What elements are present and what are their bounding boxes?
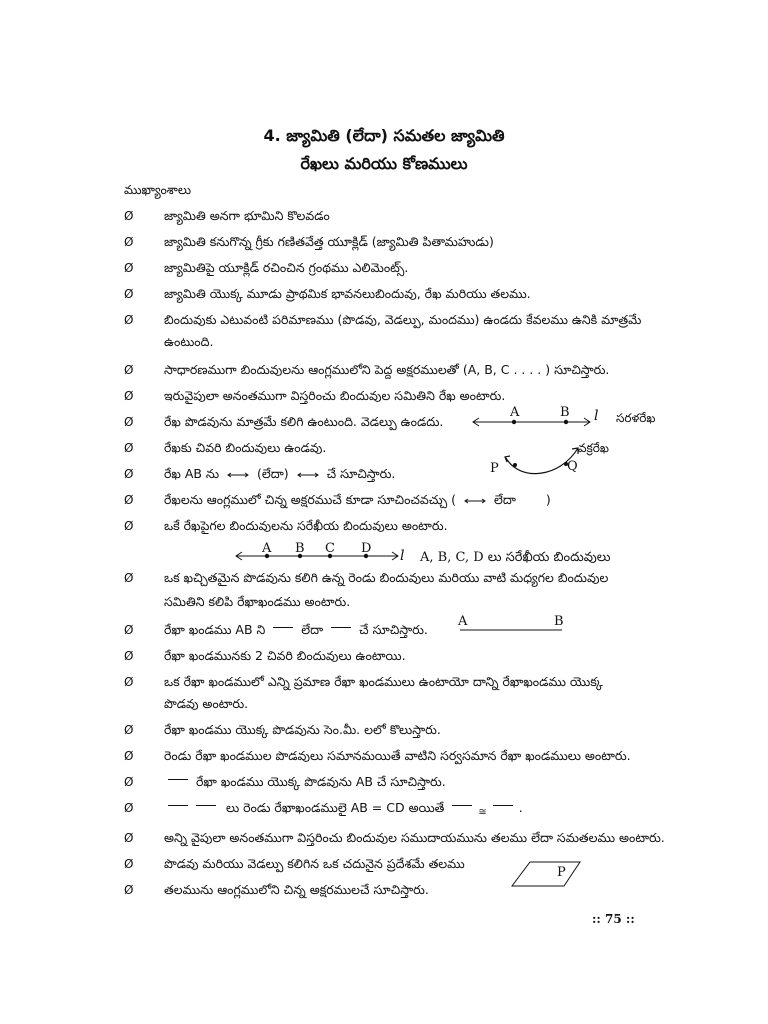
bullet-icon: Ø xyxy=(124,287,134,301)
list-item: Ø ఒక ఖచ్చితమైన పొడవును కలిగి ఉన్న రెండు బిందువులు మరియు వాటి మధ్యగల బిందువుల xyxy=(124,568,608,588)
bullet-icon: Ø xyxy=(124,261,134,275)
list-item: Ø సాధారణముగా బిందువులను ఆంగ్లములోని పెద్ద అక్షరములతో (A, B, C . . . . ) సూచిస్తారు. xyxy=(124,360,609,380)
bullet-icon: Ø xyxy=(124,801,134,815)
segment-symbol-icon xyxy=(196,805,216,806)
segment-symbol-icon xyxy=(168,779,188,780)
bullet-icon: Ø xyxy=(124,441,134,455)
bullet-icon: Ø xyxy=(124,235,134,249)
bullet-icon: Ø xyxy=(124,363,134,377)
section-heading: ముఖ్యాంశాలు xyxy=(124,182,192,197)
bullet-icon: Ø xyxy=(124,389,134,403)
point-label-a: A xyxy=(458,614,468,629)
point-label-p: P xyxy=(490,461,499,476)
segment-symbol-icon xyxy=(168,805,188,806)
list-item: Ø బిందువుకు ఎటువంటి పరిమాణము (పొడవు, వెడల్పు, మందము) ఉండదు కేవలము ఉనికి మాత్రమే xyxy=(124,310,641,330)
list-item: Ø రేఖా ఖండము AB ని లేదా చే సూచిస్తారు. xyxy=(124,620,428,640)
list-item-continuation: ఉంటుంది. xyxy=(164,334,214,349)
list-item-continuation: పొడవు అంటారు. xyxy=(164,696,249,711)
point-label-c: C xyxy=(325,541,335,556)
point-label-b: B xyxy=(560,405,570,420)
bullet-icon: Ø xyxy=(124,467,134,481)
list-item: Ø ఒక రేఖా ఖండములో ఎన్ని ప్రమాణ రేఖా ఖండములు ఉంటాయో దాన్ని రేఖాఖండము యొక్క xyxy=(124,672,603,692)
line-symbol-icon xyxy=(227,465,249,485)
list-item: Ø రేఖకు చివరి బిందువులు ఉండవు. xyxy=(124,438,326,458)
bullet-icon: Ø xyxy=(124,749,134,763)
point-label-b: B xyxy=(295,541,305,556)
point-label-a: A xyxy=(510,405,520,420)
bullet-icon: Ø xyxy=(124,831,134,845)
bullet-icon: Ø xyxy=(124,209,134,223)
inline-text: ) xyxy=(545,492,551,507)
list-item: Ø ఇరువైపులా అనంతముగా విస్తరించు బిందువుల సమితిని రేఖ అంటారు. xyxy=(124,386,505,406)
bullet-icon: Ø xyxy=(124,571,134,585)
line-symbol-icon xyxy=(464,491,486,511)
collinear-caption: A, B, C, D లు సరేఖీయ బిందువులు xyxy=(420,550,611,565)
list-item-continuation: సమితిని కలిపి రేఖాఖండము అంటారు. xyxy=(164,594,351,609)
list-item: Ø ఒకే రేఖపైగల బిందువులను సరేఖీయ బిందువులు అంటారు. xyxy=(124,516,448,536)
point-label-a: A xyxy=(262,541,272,556)
bullet-icon: Ø xyxy=(124,415,134,429)
segment-symbol-icon xyxy=(331,627,351,628)
segment-symbol-icon xyxy=(273,627,293,628)
list-item: Ø పొడవు మరియు వెడల్పు కలిగిన ఒక చదునైన ప్రదేశమే తలము xyxy=(124,854,465,874)
list-item: Ø రేఖా ఖండము యొక్క పొడవును AB చే సూచిస్తారు. xyxy=(124,772,446,792)
straight-line-caption: సరళరేఖ xyxy=(616,411,656,425)
bullet-icon: Ø xyxy=(124,775,134,789)
inline-text: లేదా xyxy=(301,622,324,637)
bullet-icon: Ø xyxy=(124,649,134,663)
bullet-icon: Ø xyxy=(124,313,134,327)
inline-text: చే సూచిస్తారు. xyxy=(359,622,428,637)
line-label-l: l xyxy=(594,408,599,424)
straight-line-figure xyxy=(470,402,700,434)
bullet-icon: Ø xyxy=(124,675,134,689)
plane-figure xyxy=(508,858,588,892)
bullet-icon: Ø xyxy=(124,857,134,871)
list-item: Ø జ్యామితి యొక్క మూడు ప్రాథమిక భావనలుబిందువు, రేఖ మరియు తలము. xyxy=(124,284,531,304)
point-label-q: Q xyxy=(567,459,578,474)
bullet-icon: Ø xyxy=(124,623,134,637)
bullet-icon: Ø xyxy=(124,493,134,507)
chapter-title: 4. జ్యామితి (లేదా) సమతల జ్యామితి xyxy=(263,126,505,145)
line-label-l: l xyxy=(400,548,405,564)
chapter-subtitle: రేఖలు మరియు కోణములు xyxy=(300,154,468,173)
plane-label-p: P xyxy=(557,865,566,880)
list-item: Ø రేఖ AB ను (లేదా) చే సూచిస్తారు. xyxy=(124,464,395,485)
segment-figure xyxy=(456,612,576,638)
curve-figure xyxy=(486,436,626,480)
list-item: Ø రేఖ పొడవును మాత్రమే కలిగి ఉంటుంది. వెడల్పు ఉండదు. xyxy=(124,412,443,432)
segment-symbol-icon xyxy=(452,805,472,806)
list-item: Ø రేఖలను ఆంగ్లములో చిన్న అక్షరముచే కూడా సూచించవచ్చు ( లేదా ) xyxy=(124,490,551,511)
point-label-d: D xyxy=(361,541,372,556)
list-item: Ø జ్యామితి అనగా భూమిని కొలవడం xyxy=(124,206,330,226)
inline-text: (లేదా) xyxy=(257,466,289,481)
segment-symbol-icon xyxy=(493,805,513,806)
list-item: Ø రేఖా ఖండమునకు 2 చివరి బిందువులు ఉంటాయి. xyxy=(124,646,406,666)
list-item: Ø రేఖా ఖండము యొక్క పొడవును సెం.మీ. లలో కొలుస్తారు. xyxy=(124,720,441,740)
list-item: Ø తలమును ఆంగ్లములోని చిన్న అక్షరములచే సూచిస్తారు. xyxy=(124,880,429,900)
congruent-symbol: ≅ xyxy=(478,807,487,818)
inline-text: చే సూచిస్తారు. xyxy=(326,466,396,481)
list-item: Ø జ్యామితిపై యూక్లిడ్ రచించిన గ్రంథము ఎలిమెంట్స్. xyxy=(124,258,408,278)
point-label-b: B xyxy=(554,614,564,629)
list-item: Ø రెండు రేఖా ఖండముల పొడవులు సమానమయితే వాటిని సర్వసమాన రేఖా ఖండములు అంటారు. xyxy=(124,746,631,766)
inline-text: లేదా xyxy=(493,492,516,507)
line-symbol-icon xyxy=(297,465,319,485)
list-item: Ø అన్ని వైపులా అనంతముగా విస్తరించు బిందువుల సముదాయమును తలము లేదా సమతలము అంటారు. xyxy=(124,828,665,848)
bullet-icon: Ø xyxy=(124,883,134,897)
page-number: :: 75 :: xyxy=(592,912,635,926)
inline-text: . xyxy=(518,800,523,815)
collinear-points-figure xyxy=(230,540,630,570)
list-item: Ø జ్యామితి కనుగొన్న గ్రీకు గణితవేత్త యూక్లిడ్ (జ్యామితి పితామహుడు) xyxy=(124,232,494,252)
curve-caption: వక్రరేఖ xyxy=(578,441,609,455)
list-item: Ø లు రెండు రేఖాఖండములై AB = CD అయితే $_≅$ . xyxy=(124,800,523,818)
bullet-icon: Ø xyxy=(124,519,134,533)
bullet-icon: Ø xyxy=(124,723,134,737)
